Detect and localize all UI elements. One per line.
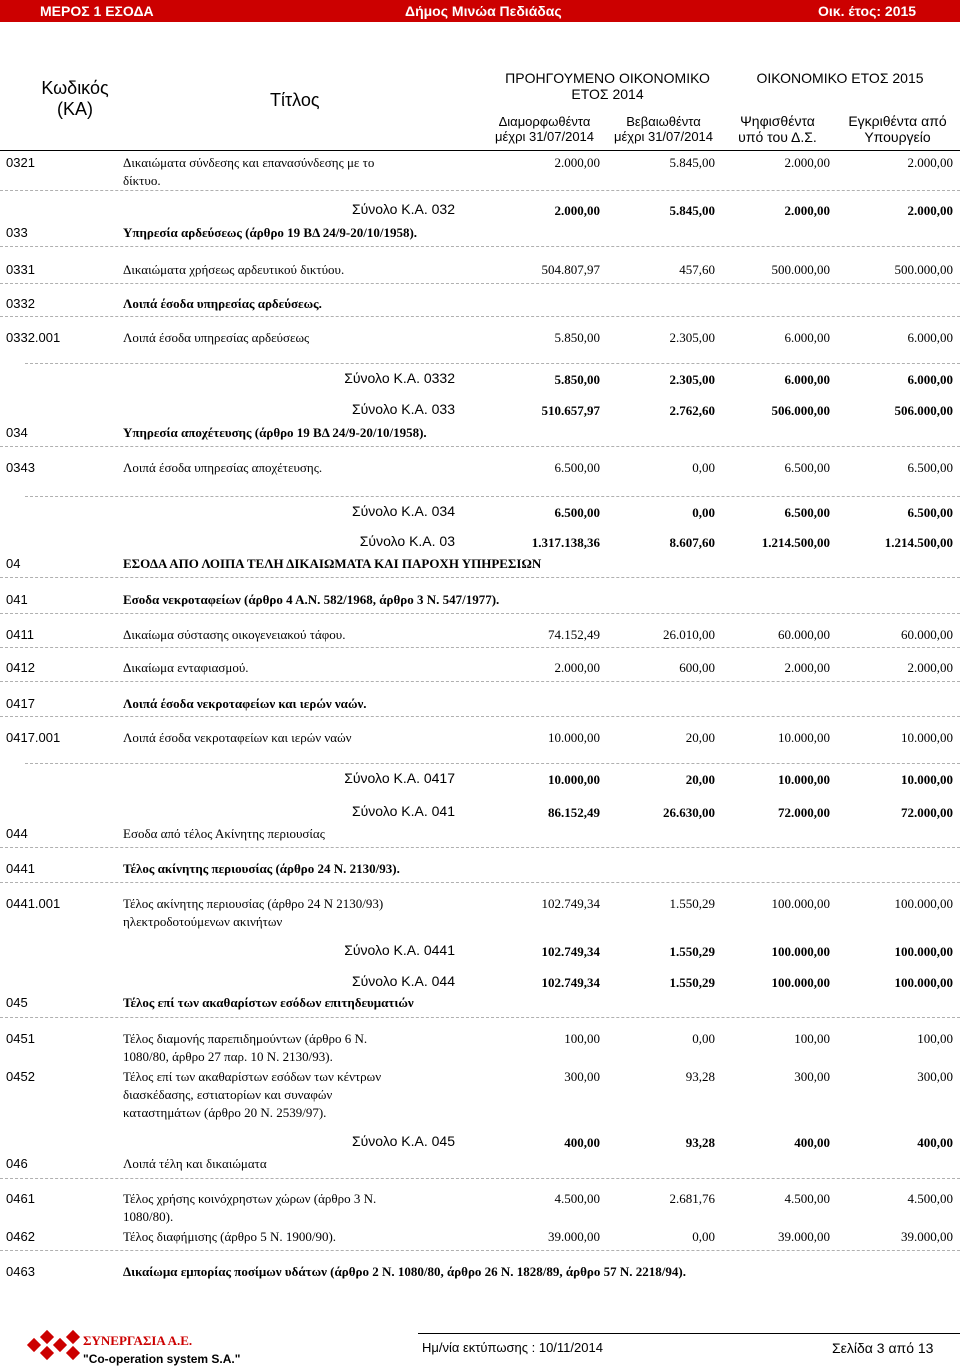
header-rule — [0, 150, 960, 151]
row-code: 046 — [6, 1156, 28, 1171]
subtotal-divider — [25, 763, 960, 764]
row-divider — [0, 1017, 960, 1018]
amount-cell: 504.807,97 — [541, 262, 600, 277]
row-code: 0462 — [6, 1229, 35, 1244]
row-code: 044 — [6, 826, 28, 841]
amount-cell: 2.000,00 — [784, 203, 830, 218]
amount-cell: 400,00 — [564, 1135, 600, 1150]
amount-cell: 10.000,00 — [778, 730, 830, 745]
amount-cell: 0,00 — [692, 1031, 715, 1046]
row-title: Τέλος επί των ακαθαρίστων εσόδων των κέντρων διασκέδασης, εστιατορίων και συναφών καταστημάτων (άρθρο 20 Ν. 2539/97). — [123, 1069, 382, 1120]
footer-rule — [418, 1333, 960, 1334]
amount-cell: 39.000,00 — [548, 1229, 600, 1244]
amount-cell: 600,00 — [679, 660, 715, 675]
amount-cell: 10.000,00 — [778, 772, 830, 787]
row-divider — [0, 647, 960, 648]
row-title: Υπηρεσία αρδεύσεως (άρθρο 19 ΒΔ 24/9-20/10/1958). — [123, 225, 418, 240]
row-title: Τέλος επί των ακαθαρίστων εσόδων επιτηδευματιών — [123, 995, 414, 1010]
col-approved-header: Εγκριθέντα από Υπουργείο — [848, 113, 947, 146]
row-divider — [0, 613, 960, 614]
row-code: 0321 — [6, 155, 35, 170]
row-title: Τέλος διαμονής παρεπιδημούντων (άρθρο 6 Ν. 1080/80, άρθρο 27 παρ. 10 Ν. 2130/93). — [123, 1031, 368, 1064]
amount-cell: 0,00 — [692, 505, 715, 520]
row-divider — [0, 190, 960, 191]
row-code: 0441 — [6, 861, 35, 876]
row-divider — [0, 1250, 960, 1251]
amount-cell: 100,00 — [564, 1031, 600, 1046]
col-confirmed-header: Βεβαιωθέντα μέχρι 31/07/2014 — [613, 114, 714, 144]
amount-cell: 2.000,00 — [907, 660, 953, 675]
amount-cell: 2.000,00 — [554, 155, 600, 170]
row-title: Δικαιώματα σύνδεσης και επανασύνδεσης με το δίκτυο. — [123, 155, 375, 188]
amount-cell: 400,00 — [794, 1135, 830, 1150]
amount-cell: 100.000,00 — [771, 975, 830, 990]
amount-cell: 1.550,29 — [669, 944, 715, 959]
amount-cell: 506.000,00 — [894, 403, 953, 418]
municipality-name: Δήμος Μινώα Πεδιάδας — [405, 3, 562, 19]
amount-cell: 2.305,00 — [669, 372, 715, 387]
section-label: ΜΕΡΟΣ 1 ΕΣΟΔΑ — [40, 3, 154, 19]
amount-cell: 300,00 — [917, 1069, 953, 1084]
amount-cell: 1.550,29 — [669, 896, 715, 911]
amount-cell: 5.850,00 — [554, 372, 600, 387]
amount-cell: 2.000,00 — [784, 155, 830, 170]
amount-cell: 39.000,00 — [901, 1229, 953, 1244]
subtotal-label: Σύνολο Κ.Α. 0417 — [344, 770, 455, 786]
amount-cell: 10.000,00 — [901, 772, 953, 787]
row-title: ΕΣΟΔΑ ΑΠΟ ΛΟΙΠΑ ΤΕΛΗ ΔΙΚΑΙΩΜΑΤΑ ΚΑΙ ΠΑΡΟΧΗ ΥΠΗΡΕΣΙΩΝ — [123, 556, 542, 571]
row-title: Λοιπά έσοδα υπηρεσίας αποχέτευσης. — [123, 460, 323, 475]
row-title: Δικαίωμα ενταφιασμού. — [123, 660, 249, 675]
company-name: ΣΥΝΕΡΓΑΣΙΑ Α.Ε. — [83, 1333, 193, 1348]
row-code: 0461 — [6, 1191, 35, 1206]
subtotal-label: Σύνολο Κ.Α. 0332 — [344, 370, 455, 386]
row-code: 0331 — [6, 262, 35, 277]
amount-cell: 6.500,00 — [907, 505, 953, 520]
row-title: Λοιπά έσοδα υπηρεσίας αρδεύσεως. — [123, 296, 322, 311]
row-title: Υπηρεσία αποχέτευσης (άρθρο 19 ΒΔ 24/9-20/10/1958). — [123, 425, 427, 440]
amount-cell: 400,00 — [917, 1135, 953, 1150]
amount-cell: 1.214.500,00 — [884, 535, 953, 550]
row-code: 0412 — [6, 660, 35, 675]
row-title: Τέλος ακίνητης περιουσίας (άρθρο 24 Ν. 2130/93). — [123, 861, 400, 876]
company-logo-icon — [25, 1328, 87, 1362]
amount-cell: 2.305,00 — [669, 330, 715, 345]
row-title: Εσοδα νεκροταφείων (άρθρο 4 Α.Ν. 582/1968, άρθρο 3 Ν. 547/1977). — [123, 592, 500, 607]
amount-cell: 0,00 — [692, 460, 715, 475]
row-title: Τέλος διαφήμισης (άρθρο 5 Ν. 1900/90). — [123, 1229, 337, 1244]
subtotal-label: Σύνολο Κ.Α. 041 — [352, 803, 455, 819]
col-code-header: Κωδικός (ΚΑ) — [41, 78, 109, 119]
subtotal-label: Σύνολο Κ.Α. 03 — [359, 533, 455, 549]
row-code: 0343 — [6, 460, 35, 475]
col-fiscal-year-header: ΟΙΚΟΝΟΜΙΚΟ ΕΤΟΣ 2015 — [756, 70, 924, 86]
amount-cell: 6.000,00 — [907, 372, 953, 387]
row-title: Λοιπά έσοδα υπηρεσίας αρδεύσεως — [123, 330, 310, 345]
amount-cell: 300,00 — [794, 1069, 830, 1084]
row-code: 0463 — [6, 1264, 35, 1279]
amount-cell: 500.000,00 — [894, 262, 953, 277]
amount-cell: 10.000,00 — [548, 772, 600, 787]
amount-cell: 2.000,00 — [907, 155, 953, 170]
subtotal-divider — [25, 496, 960, 497]
header-bar — [0, 0, 960, 22]
row-title: Λοιπά έσοδα νεκροταφείων και ιερών ναών. — [123, 696, 367, 711]
amount-cell: 102.749,34 — [541, 975, 600, 990]
row-code: 04 — [6, 556, 21, 571]
amount-cell: 1.550,29 — [669, 975, 715, 990]
amount-cell: 2.000,00 — [554, 203, 600, 218]
amount-cell: 60.000,00 — [901, 627, 953, 642]
amount-cell: 100.000,00 — [771, 944, 830, 959]
amount-cell: 72.000,00 — [901, 805, 953, 820]
amount-cell: 6.500,00 — [784, 460, 830, 475]
subtotal-label: Σύνολο Κ.Α. 045 — [352, 1133, 455, 1149]
amount-cell: 6.500,00 — [554, 460, 600, 475]
row-divider — [0, 882, 960, 883]
amount-cell: 1.214.500,00 — [761, 535, 830, 550]
row-code: 034 — [6, 425, 28, 440]
amount-cell: 86.152,49 — [548, 805, 600, 820]
amount-cell: 4.500,00 — [554, 1191, 600, 1206]
row-divider — [0, 716, 960, 717]
amount-cell: 10.000,00 — [548, 730, 600, 745]
amount-cell: 5.845,00 — [669, 155, 715, 170]
amount-cell: 2.000,00 — [784, 660, 830, 675]
amount-cell: 5.850,00 — [554, 330, 600, 345]
amount-cell: 102.749,34 — [541, 944, 600, 959]
subtotal-label: Σύνολο Κ.Α. 0441 — [344, 942, 455, 958]
amount-cell: 93,28 — [685, 1069, 715, 1084]
col-title-header: Τίτλος — [270, 90, 320, 110]
row-title: Λοιπά έσοδα νεκροταφείων και ιερών ναών — [123, 730, 352, 745]
amount-cell: 100.000,00 — [894, 944, 953, 959]
row-divider — [0, 283, 960, 284]
row-code: 0417 — [6, 696, 35, 711]
print-date: Ημ/νία εκτύπωσης : 10/11/2014 — [422, 1340, 603, 1355]
amount-cell: 506.000,00 — [771, 403, 830, 418]
amount-cell: 2.000,00 — [907, 203, 953, 218]
row-code: 045 — [6, 995, 28, 1010]
amount-cell: 5.845,00 — [669, 203, 715, 218]
amount-cell: 100,00 — [794, 1031, 830, 1046]
row-title: Εσοδα από τέλος Ακίνητης περιουσίας — [123, 826, 325, 841]
amount-cell: 457,60 — [679, 262, 715, 277]
subtotal-label: Σύνολο Κ.Α. 034 — [352, 503, 455, 519]
row-divider — [0, 446, 960, 447]
col-prev-year-header: ΠΡΟΗΓΟΥΜΕΝΟ ΟΙΚΟΝΟΜΙΚΟ ΕΤΟΣ 2014 — [505, 70, 710, 103]
row-code: 0451 — [6, 1031, 35, 1046]
row-divider — [0, 681, 960, 682]
row-title: Δικαίωμα σύστασης οικογενειακού τάφου. — [123, 627, 346, 642]
row-title: Τέλος χρήσης κοινόχρηστων χώρων (άρθρο 3 Ν. 1080/80). — [123, 1191, 377, 1224]
fiscal-year-label: Οικ. έτος: 2015 — [818, 3, 917, 19]
row-code: 0411 — [6, 627, 34, 642]
amount-cell: 6.000,00 — [907, 330, 953, 345]
amount-cell: 100.000,00 — [894, 975, 953, 990]
amount-cell: 39.000,00 — [778, 1229, 830, 1244]
amount-cell: 6.500,00 — [554, 505, 600, 520]
amount-cell: 0,00 — [692, 1229, 715, 1244]
amount-cell: 300,00 — [564, 1069, 600, 1084]
row-code: 0332 — [6, 296, 35, 311]
subtotal-label: Σύνολο Κ.Α. 033 — [352, 401, 455, 417]
amount-cell: 8.607,60 — [669, 535, 715, 550]
row-title: Δικαίωμα εμπορίας ποσίμων υδάτων (άρθρο 2 Ν. 1080/80, άρθρο 26 Ν. 1828/89, άρθρο 57 Ν. 2218/94). — [123, 1264, 686, 1279]
row-divider — [0, 577, 960, 578]
amount-cell: 4.500,00 — [907, 1191, 953, 1206]
amount-cell: 100.000,00 — [894, 896, 953, 911]
amount-cell: 26.010,00 — [663, 627, 715, 642]
subtotal-label: Σύνολο Κ.Α. 044 — [352, 973, 455, 989]
row-title: Δικαιώματα χρήσεως αρδευτικού δικτύου. — [123, 262, 345, 277]
amount-cell: 20,00 — [685, 772, 715, 787]
amount-cell: 72.000,00 — [778, 805, 830, 820]
amount-cell: 1.317.138,36 — [531, 535, 600, 550]
row-code: 041 — [6, 592, 28, 607]
amount-cell: 2.000,00 — [554, 660, 600, 675]
amount-cell: 100.000,00 — [771, 896, 830, 911]
amount-cell: 500.000,00 — [771, 262, 830, 277]
row-title: Λοιπά τέλη και δικαιώματα — [123, 1156, 267, 1171]
amount-cell: 60.000,00 — [778, 627, 830, 642]
row-divider — [0, 316, 960, 317]
amount-cell: 10.000,00 — [901, 730, 953, 745]
col-formed-header: Διαμορφωθέντα μέχρι 31/07/2014 — [494, 114, 595, 144]
subtotal-label: Σύνολο Κ.Α. 032 — [352, 201, 455, 217]
amount-cell: 100,00 — [917, 1031, 953, 1046]
row-code: 0452 — [6, 1069, 35, 1084]
row-code: 033 — [6, 225, 28, 240]
page-number: Σελίδα 3 από 13 — [832, 1340, 934, 1356]
amount-cell: 2.762,60 — [669, 403, 715, 418]
amount-cell: 2.681,76 — [669, 1191, 715, 1206]
amount-cell: 6.000,00 — [784, 372, 830, 387]
amount-cell: 102.749,34 — [541, 896, 600, 911]
amount-cell: 74.152,49 — [548, 627, 600, 642]
amount-cell: 6.000,00 — [784, 330, 830, 345]
col-voted-header: Ψηφισθέντα υπό του Δ.Σ. — [738, 113, 817, 146]
amount-cell: 20,00 — [685, 730, 715, 745]
row-divider — [0, 1178, 960, 1179]
row-code: 0417.001 — [6, 730, 61, 745]
company-name-en: "Co-operation system S.A." — [83, 1352, 241, 1366]
amount-cell: 4.500,00 — [784, 1191, 830, 1206]
amount-cell: 26.630,00 — [663, 805, 715, 820]
subtotal-divider — [25, 363, 960, 364]
row-code: 0441.001 — [6, 896, 61, 911]
row-divider — [0, 246, 960, 247]
amount-cell: 6.500,00 — [907, 460, 953, 475]
amount-cell: 6.500,00 — [784, 505, 830, 520]
row-code: 0332.001 — [6, 330, 61, 345]
amount-cell: 510.657,97 — [541, 403, 600, 418]
row-divider — [0, 847, 960, 848]
amount-cell: 93,28 — [685, 1135, 715, 1150]
row-title: Τέλος ακίνητης περιουσίας (άρθρο 24 Ν 2130/93) ηλεκτροδοτούμενων ακινήτων — [123, 896, 384, 929]
